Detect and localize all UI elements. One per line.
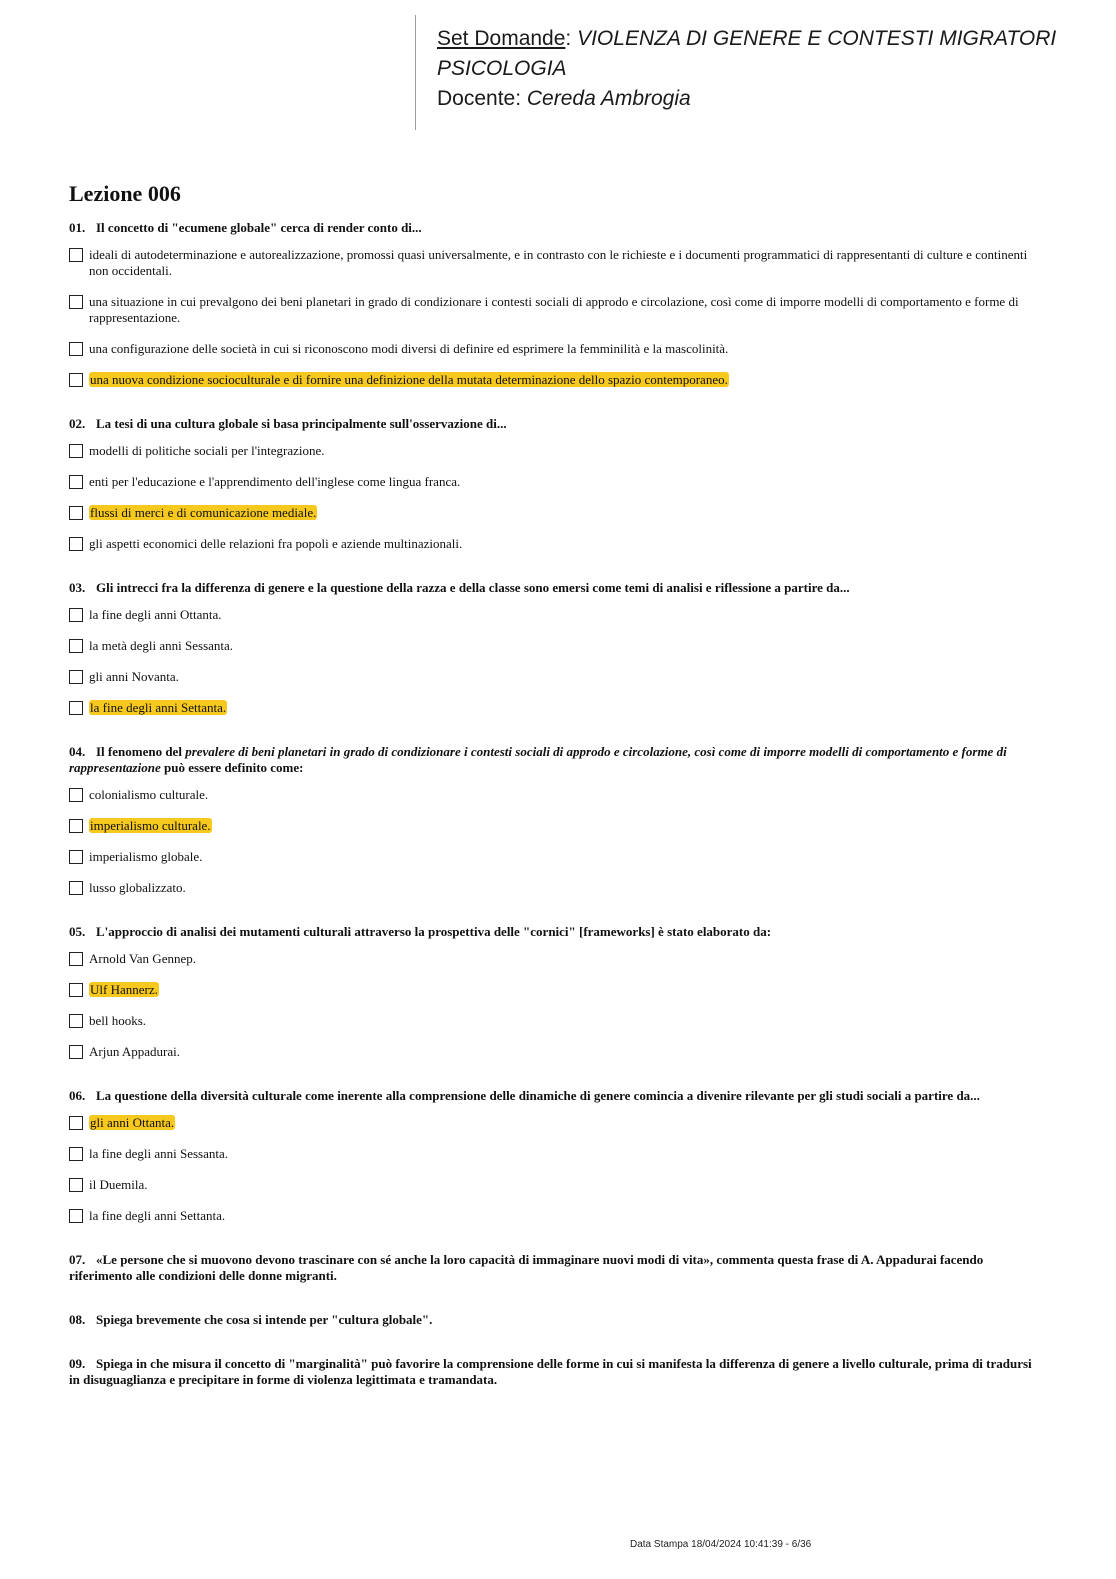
header-divider <box>415 15 416 130</box>
question-05 <box>69 924 1044 1060</box>
question-stem: 02. La tesi di una cultura globale si basa principalmente sull'osservazione di... <box>69 416 507 431</box>
checkbox[interactable] <box>69 295 83 309</box>
question-01 <box>69 220 1044 388</box>
answer-option[interactable]: una configurazione delle società in cui si riconoscono modi diversi di definire ed esprimere la femminilità e la mascolinità. <box>69 341 1044 357</box>
checkbox[interactable] <box>69 506 83 520</box>
checkbox[interactable] <box>69 1014 83 1028</box>
question-04 <box>69 744 1044 896</box>
lesson-title: Lezione 006 <box>69 181 181 206</box>
answer-option[interactable]: gli anni Novanta. <box>69 669 1044 685</box>
checkbox[interactable] <box>69 1045 83 1059</box>
docente-name: Cereda Ambrogia <box>526 87 691 110</box>
highlighted-answer: una nuova condizione socioculturale e di fornire una definizione della mutata determinazione dello spazio contemporaneo. <box>90 372 728 387</box>
answer-option[interactable]: lusso globalizzato. <box>69 880 1044 896</box>
checkbox[interactable] <box>69 639 83 653</box>
checkbox[interactable] <box>69 1178 83 1192</box>
checkbox[interactable] <box>69 788 83 802</box>
question-02 <box>69 416 1044 552</box>
question-stem: 05. L'approccio di analisi dei mutamenti culturali attraverso la prospettiva delle "cornici" [frameworks] è stato elaborato da: <box>69 924 772 939</box>
question-07: 07. «Le persone che si muovono devono trascinare con sé anche la loro capacità di immaginare nuovi modi di vita», commenta questa frase di A. Appadurai facendo riferimento alle condizioni delle donne migranti. <box>69 1252 984 1283</box>
checkbox[interactable] <box>69 850 83 864</box>
checkbox[interactable] <box>69 373 83 387</box>
answer-option[interactable]: colonialismo culturale. <box>69 787 1044 803</box>
answer-option[interactable]: modelli di politiche sociali per l'integrazione. <box>69 443 1044 459</box>
answer-option[interactable]: imperialismo globale. <box>69 849 1044 865</box>
answer-option-correct[interactable] <box>69 505 1044 521</box>
checkbox[interactable] <box>69 1147 83 1161</box>
answer-option[interactable]: la fine degli anni Settanta. <box>69 1208 1044 1224</box>
answer-option-correct[interactable] <box>69 818 1044 834</box>
checkbox[interactable] <box>69 1209 83 1223</box>
highlighted-answer: imperialismo culturale. <box>90 818 211 833</box>
checkbox[interactable] <box>69 670 83 684</box>
question-stem: 01. Il concetto di "ecumene globale" cerca di render conto di... <box>69 220 422 235</box>
question-stem: 06. La questione della diversità culturale come inerente alla comprensione delle dinamiche di genere comincia a divenire rilevante per gli studi sociali a partire da... <box>69 1088 980 1103</box>
checkbox[interactable] <box>69 444 83 458</box>
answer-option[interactable]: Arjun Appadurai. <box>69 1044 1044 1060</box>
question-stem: 04. Il fenomeno del prevalere di beni planetari in grado di condizionare i contesti sociali di approdo e circolazione, così come di imporre modelli di comportamento e forme di rappresentazione può essere definito come: <box>69 744 1007 775</box>
question-06 <box>69 1088 1044 1224</box>
answer-option-correct[interactable] <box>69 1115 1044 1131</box>
checkbox[interactable] <box>69 342 83 356</box>
question-03 <box>69 580 1044 716</box>
checkbox[interactable] <box>69 1116 83 1130</box>
highlighted-answer: gli anni Ottanta. <box>90 1115 175 1130</box>
quiz-content <box>69 178 1044 1416</box>
set-label: Set Domande <box>437 27 566 50</box>
docente-label: Docente <box>437 87 516 110</box>
question-09: 09. Spiega in che misura il concetto di "marginalità" può favorire la comprensione delle forme in cui si manifesta la differenza di genere a livello culturale, prima di tradursi in disuguaglianza e precipitare in forme di violenza legittimata e tramandata. <box>69 1356 1032 1387</box>
checkbox[interactable] <box>69 537 83 551</box>
answer-option[interactable]: il Duemila. <box>69 1177 1044 1193</box>
answer-option-correct[interactable] <box>69 372 1044 388</box>
checkbox[interactable] <box>69 701 83 715</box>
print-date-footer: Data Stampa 18/04/2024 10:41:39 - 6/36 <box>630 1539 812 1550</box>
answer-option[interactable]: la fine degli anni Sessanta. <box>69 1146 1044 1162</box>
question-stem: 03. Gli intrecci fra la differenza di genere e la questione della razza e della classe sono emersi come temi di analisi e riflessione a partire da... <box>69 580 850 595</box>
checkbox[interactable] <box>69 819 83 833</box>
document-header <box>437 24 1097 114</box>
highlighted-answer: Ulf Hannerz. <box>90 982 158 997</box>
answer-option[interactable]: una situazione in cui prevalgono dei beni planetari in grado di condizionare i contesti sociali di approdo e circolazione, così come di imporre modelli di comportamento e forme di rappresentazione. <box>69 294 1044 326</box>
question-08: 08. Spiega brevemente che cosa si intende per "cultura globale". <box>69 1312 433 1327</box>
answer-option[interactable]: enti per l'educazione e l'apprendimento dell'inglese come lingua franca. <box>69 474 1044 490</box>
set-title: VIOLENZA DI GENERE E CONTESTI MIGRATORI PSICOLOGIA <box>437 27 1057 80</box>
answer-option[interactable]: Arnold Van Gennep. <box>69 951 1044 967</box>
answer-option[interactable]: la metà degli anni Sessanta. <box>69 638 1044 654</box>
answer-option[interactable]: bell hooks. <box>69 1013 1044 1029</box>
set-line: Set Domande: VIOLENZA DI GENERE E CONTESTI MIGRATORI PSICOLOGIA <box>437 27 1057 80</box>
docente-line: Docente: Cereda Ambrogia <box>437 87 691 110</box>
highlighted-answer: flussi di merci e di comunicazione mediale. <box>90 505 317 520</box>
checkbox[interactable] <box>69 952 83 966</box>
answer-option[interactable]: ideali di autodeterminazione e autorealizzazione, promossi quasi universalmente, e in contrasto con le richieste e i documenti programmatici di rappresentanti di culture e continenti non occidentali. <box>69 247 1044 279</box>
answer-option-correct[interactable] <box>69 982 1044 998</box>
highlighted-answer: la fine degli anni Settanta. <box>90 700 227 715</box>
answer-option[interactable]: gli aspetti economici delle relazioni fra popoli e aziende multinazionali. <box>69 536 1044 552</box>
checkbox[interactable] <box>69 248 83 262</box>
checkbox[interactable] <box>69 475 83 489</box>
answer-option[interactable]: la fine degli anni Ottanta. <box>69 607 1044 623</box>
checkbox[interactable] <box>69 608 83 622</box>
checkbox[interactable] <box>69 881 83 895</box>
answer-option-correct[interactable] <box>69 700 1044 716</box>
checkbox[interactable] <box>69 983 83 997</box>
